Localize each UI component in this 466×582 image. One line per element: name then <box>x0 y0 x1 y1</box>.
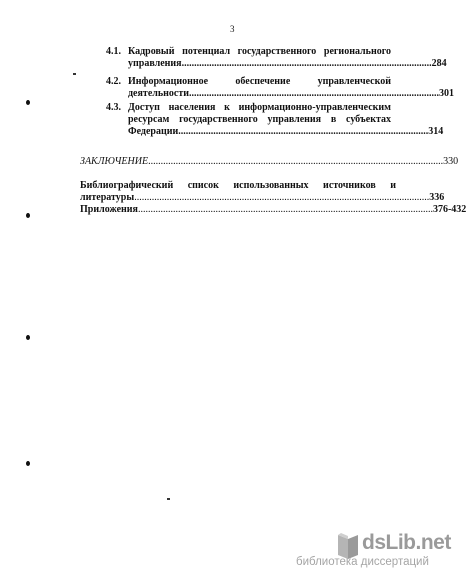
toc-page-ref: 330 <box>443 156 459 167</box>
toc-entry-4-2 <box>106 76 455 102</box>
toc-page-ref: 376-432 <box>432 204 466 215</box>
toc-entry-title-line: Федерации <box>128 126 179 137</box>
toc-entry-title: Приложения <box>80 204 138 215</box>
leader-dots: ...................................................................................................................... <box>134 192 430 203</box>
toc-entry-title-line: управления <box>128 58 182 69</box>
toc-page-ref: 336 <box>429 192 445 203</box>
toc-entry-title: ЗАКЛЮЧЕНИЕ <box>80 156 149 167</box>
leader-dots: .................................................................................................... <box>189 88 440 99</box>
page-number: 3 <box>230 24 235 34</box>
scan-speck <box>73 73 76 75</box>
toc-conclusion <box>80 156 459 168</box>
toc-page-ref: 301 <box>439 88 455 99</box>
toc-page-ref: 284 <box>431 58 447 69</box>
toc-entry-title-line: деятельности <box>128 88 190 99</box>
scan-speck <box>167 498 170 500</box>
watermark-subtitle: библиотека диссертаций <box>296 556 429 568</box>
toc-entry-number: 4.3. <box>106 102 121 113</box>
toc-entry-title-line: Библиографический список использованных источников и <box>80 180 396 191</box>
toc-entry-title-line: Информационное обеспечение управленческой <box>128 76 391 87</box>
toc-entry-4-3 <box>106 102 444 140</box>
leader-dots: .................................................................................................... <box>178 126 429 137</box>
toc-appendices <box>80 204 466 216</box>
toc-entry-title-line: Кадровый потенциал государственного регионального <box>128 46 391 57</box>
toc-page-ref: 314 <box>428 126 444 137</box>
toc-entry-title-line: ресурсам государственного управления в субъектах <box>128 114 391 125</box>
toc-entry-number: 4.1. <box>106 46 121 57</box>
watermark <box>290 527 451 577</box>
scan-mark <box>26 335 30 340</box>
scan-mark <box>26 461 30 466</box>
toc-entry-number: 4.2. <box>106 76 121 87</box>
toc-bibliography <box>80 180 445 204</box>
toc-entry-title-line: литературы <box>80 192 135 203</box>
toc-entry-title-line: Доступ населения к информационно-управленческим <box>128 102 391 113</box>
watermark-logo: dsLib.net <box>362 531 451 554</box>
leader-dots: ...................................................................................................................... <box>148 156 444 167</box>
leader-dots: .................................................................................................... <box>181 58 432 69</box>
leader-dots: ...................................................................................................................... <box>137 204 433 215</box>
toc-entry-4-1 <box>106 46 447 72</box>
scan-mark <box>26 100 30 105</box>
scan-mark <box>26 213 30 218</box>
